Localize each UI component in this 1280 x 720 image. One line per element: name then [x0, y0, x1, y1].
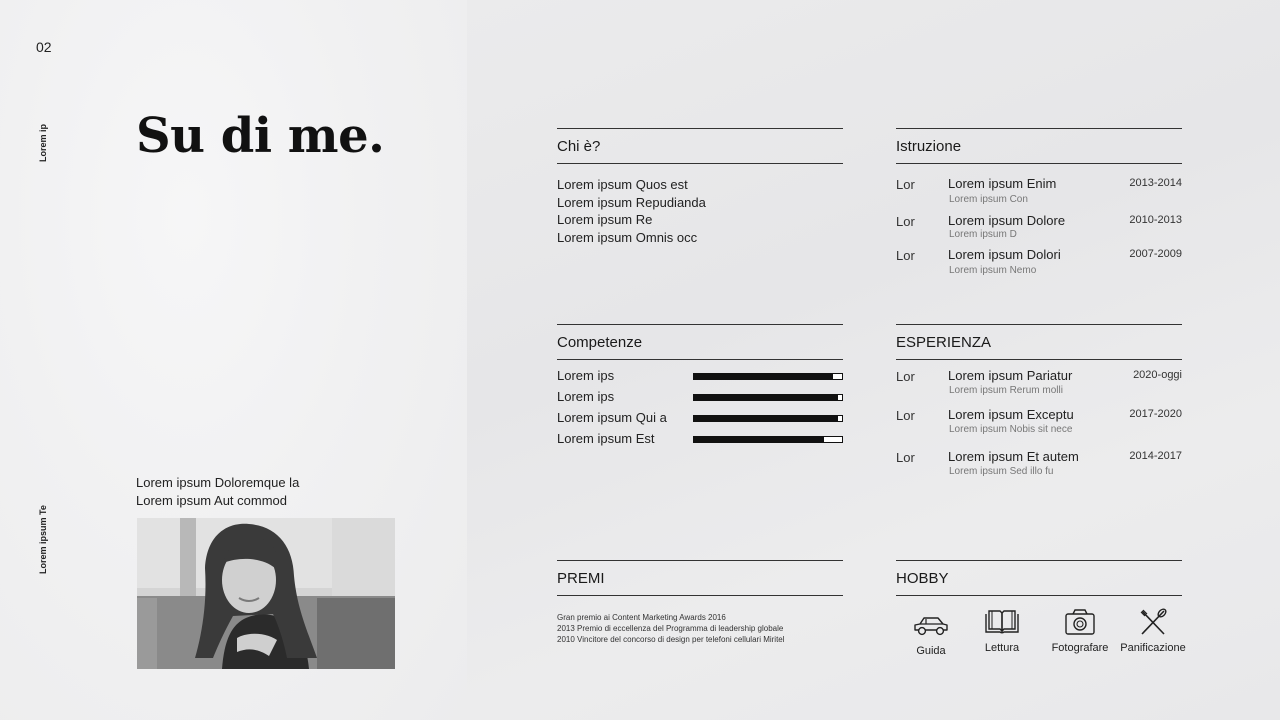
section-heading: HOBBY: [896, 560, 1182, 596]
skill-bar: [693, 415, 843, 422]
list-item: [896, 214, 1182, 248]
section-competenze: [557, 324, 843, 452]
car-icon: [911, 613, 951, 639]
row-key: Lor: [896, 177, 915, 192]
list-item: 2010 Vincitore del concorso di design per telefoni cellulari Miritel: [557, 635, 785, 644]
row-subtitle: Lorem ipsum Sed illo fu: [949, 466, 1054, 477]
skill-bar-fill: [694, 395, 838, 400]
section-premi: [557, 560, 843, 645]
row-title: Lorem ipsum Pariatur: [948, 368, 1073, 383]
section-esperienza: [896, 324, 1182, 487]
list-item: Gran premio ai Content Marketing Awards 2016: [557, 613, 726, 622]
skill-label: Lorem ips: [557, 368, 615, 383]
section-heading: ESPERIENZA: [896, 324, 1182, 360]
skill-label: Lorem ipsum Qui a: [557, 410, 667, 425]
page-number: 02: [36, 39, 52, 55]
section-istruzione: [896, 128, 1182, 285]
skill-label: Lorem ips: [557, 389, 615, 404]
row-years: 2013-2014: [1129, 177, 1182, 189]
intro-line: Lorem ipsum Aut commod: [136, 493, 288, 508]
side-label-top: Lorem ip: [38, 123, 48, 162]
section-chi-e: [557, 128, 843, 246]
hobby-item: [911, 613, 951, 657]
hobby-item: [1051, 608, 1109, 654]
skill-bar-fill: [694, 374, 833, 379]
hobby-label: Fotografare: [1051, 642, 1109, 654]
section-heading: Competenze: [557, 324, 843, 360]
row-title: Lorem ipsum Et autem: [948, 449, 1079, 464]
chi-e-list: [557, 176, 843, 246]
hobby-label: Panificazione: [1120, 642, 1186, 654]
skill-bar-fill: [694, 416, 838, 421]
section-heading: Chi è?: [557, 128, 843, 164]
list-item: [896, 248, 1182, 285]
premi-list: [557, 612, 843, 645]
list-item: Lorem ipsum Quos est: [557, 177, 688, 192]
skill-row: [557, 368, 843, 389]
baking-utensils-icon: [1120, 608, 1186, 636]
hobby-item: [983, 608, 1021, 654]
side-label-bottom: Lorem ipsum Te: [38, 505, 48, 574]
row-years: 2010-2013: [1129, 214, 1182, 226]
istruzione-list: [896, 177, 1182, 285]
skill-bar: [693, 373, 843, 380]
skill-bar: [693, 436, 843, 443]
skill-row: [557, 431, 843, 452]
skill-row: [557, 410, 843, 431]
row-subtitle: Lorem ipsum Nemo: [949, 265, 1037, 276]
page-title: Su di me.: [136, 108, 385, 164]
row-title: Lorem ipsum Dolori: [948, 247, 1061, 262]
row-subtitle: Lorem ipsum Nobis sit nece: [949, 424, 1073, 435]
skill-row: [557, 389, 843, 410]
row-years: 2007-2009: [1129, 248, 1182, 260]
row-key: Lor: [896, 248, 915, 263]
skill-bar-fill: [694, 437, 824, 442]
list-item: Lorem ipsum Re: [557, 212, 653, 227]
list-item: [896, 369, 1182, 408]
list-item: Lorem ipsum Omnis occ: [557, 229, 698, 245]
section-heading: PREMI: [557, 560, 843, 596]
row-key: Lor: [896, 214, 915, 229]
intro-line: Lorem ipsum Doloremque la: [136, 475, 300, 490]
hobby-label: Lettura: [984, 642, 1020, 654]
row-subtitle: Lorem ipsum D: [949, 229, 1017, 240]
skills-list: [557, 368, 843, 452]
esperienza-list: [896, 369, 1182, 487]
intro-text: [136, 474, 299, 510]
row-title: Lorem ipsum Dolore: [948, 213, 1066, 228]
row-key: Lor: [896, 408, 915, 423]
section-hobby: [896, 560, 1186, 670]
skill-label: Lorem ipsum Est: [557, 431, 655, 446]
list-item: 2013 Premio di eccellenza del Programma di leadership globale: [557, 624, 784, 633]
hobby-label: Guida: [916, 645, 946, 657]
camera-icon: [1051, 608, 1109, 636]
portrait-illustration: [137, 518, 395, 669]
row-title: Lorem ipsum Exceptu: [948, 407, 1074, 422]
hobby-item: [1120, 608, 1186, 654]
list-item: [896, 450, 1182, 487]
row-subtitle: Lorem ipsum Con: [949, 194, 1028, 205]
section-heading: Istruzione: [896, 128, 1182, 164]
row-key: Lor: [896, 450, 915, 465]
hobby-list: [896, 610, 1186, 670]
row-title: Lorem ipsum Enim: [948, 176, 1057, 191]
book-icon: [983, 608, 1021, 636]
list-item: [896, 177, 1182, 214]
row-years: 2020-oggi: [1133, 369, 1182, 381]
skill-bar: [693, 394, 843, 401]
list-item: [896, 408, 1182, 450]
row-years: 2017-2020: [1129, 408, 1182, 420]
list-item: Lorem ipsum Repudianda: [557, 194, 706, 210]
portrait-photo: [137, 518, 395, 669]
row-subtitle: Lorem ipsum Rerum molli: [949, 385, 1063, 396]
row-key: Lor: [896, 369, 915, 384]
row-years: 2014-2017: [1129, 450, 1182, 462]
